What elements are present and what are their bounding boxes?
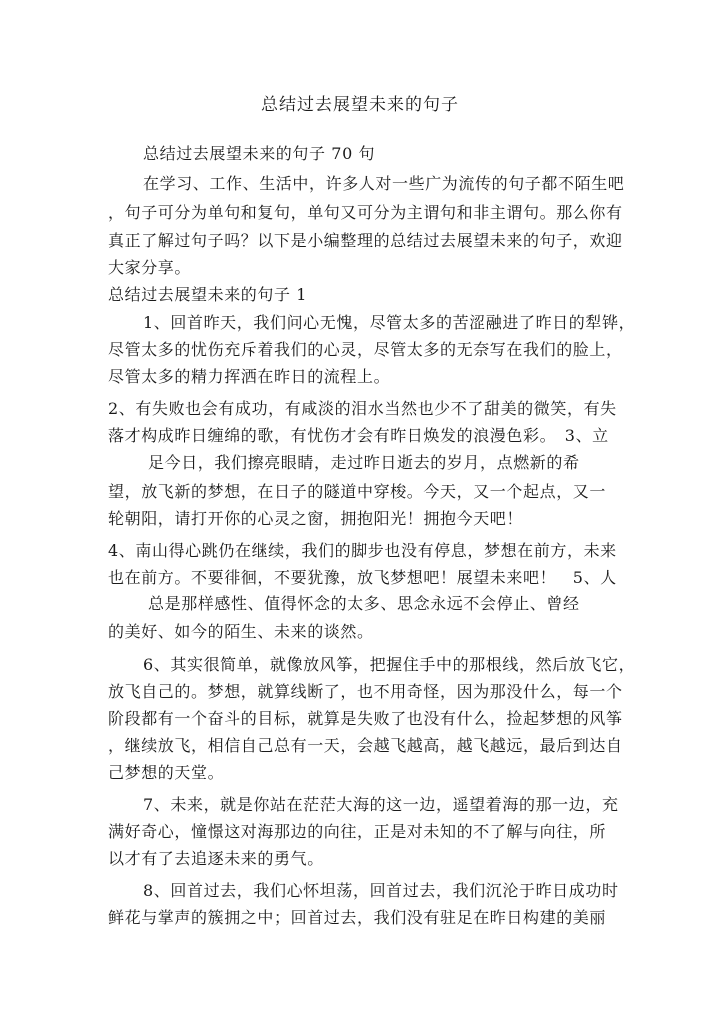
text-line: 尽管太多的精力挥洒在昨日的流程上。	[108, 367, 391, 386]
text-line: 阶段都有一个奋斗的目标，就算是失败了也没有什么，捡起梦想的风筝	[108, 709, 623, 728]
text-line: 7、未来，就是你站在茫茫大海的这一边，遥望着海的那一边，充	[143, 795, 619, 814]
text-line: 6、其实很简单，就像放风筝，把握住手中的那根线，然后放飞它，	[143, 655, 636, 674]
text-line: 己梦想的天堂。	[108, 763, 225, 782]
text-line: 放飞自己的。梦想，就算线断了，也不用奇怪，因为那没什么，每一个	[108, 682, 623, 701]
text-line: 尽管太多的忧伤充斥着我们的心灵，尽管太多的无奈写在我们的脸上，	[108, 340, 623, 359]
text-line: 1、回首昨天，我们问心无愧，尽管太多的苦涩融进了昨日的犁铧，	[143, 313, 636, 332]
text-line: 4、南山得心跳仍在继续，我们的脚步也没有停息，梦想在前方，未来	[108, 541, 617, 560]
text-line: 轮朝阳，请打开你的心灵之窗，拥抱阳光！拥抱今天吧！	[108, 509, 524, 528]
text-line: 8、回首过去，我们心怀坦荡，回首过去，我们沉沦于昨日成功时	[143, 881, 619, 900]
text-line: 鲜花与掌声的簇拥之中；回首过去，我们没有驻足在昨日构建的美丽	[108, 908, 607, 927]
text-line: 的美好、如今的陌生、未来的谈然。	[108, 622, 374, 641]
text-line: 总是那样感性、值得怀念的太多、思念永远不会停止、曾经	[148, 594, 580, 613]
text-line: 2、有失败也会有成功，有咸淡的泪水当然也少不了甜美的微笑，有失	[108, 399, 617, 418]
text-line: 落才构成昨日缠绵的歌，有忧伤才会有昨日焕发的浪漫色彩。 3、立	[108, 426, 609, 445]
text-line: 大家分享。	[108, 258, 192, 277]
text-line: ，继续放飞，相信自己总有一天，会越飞越高，越飞越远，最后到达自	[108, 736, 623, 755]
text-line: 也在前方。不要徘徊，不要犹豫，放飞梦想吧！展望未来吧！ 5、人	[108, 568, 617, 587]
text-line: 满好奇心，憧憬这对海那边的向往，正是对未知的不了解与向往，所	[108, 822, 607, 841]
document-title: 总结过去展望未来的句子	[261, 95, 459, 115]
text-line: 望，放飞新的梦想，在日子的隧道中穿梭。今天，又一个起点，又一	[108, 482, 607, 501]
section-heading: 总结过去展望未来的句子 1	[108, 285, 308, 304]
text-line: 真正了解过句子吗？以下是小编整理的总结过去展望未来的句子，欢迎	[108, 231, 623, 250]
text-line: 以才有了去追逐未来的勇气。	[108, 849, 324, 868]
text-line: 在学习、工作、生活中，许多人对一些广为流传的句子都不陌生吧	[143, 174, 625, 193]
text-line: 足今日，我们擦亮眼睛，走过昨日逝去的岁月，点燃新的希	[148, 453, 580, 472]
text-line: ，句子可分为单句和复句，单句又可分为主谓句和非主谓句。那么你有	[108, 203, 623, 222]
subtitle-line: 总结过去展望未来的句子 70 句	[143, 144, 376, 163]
